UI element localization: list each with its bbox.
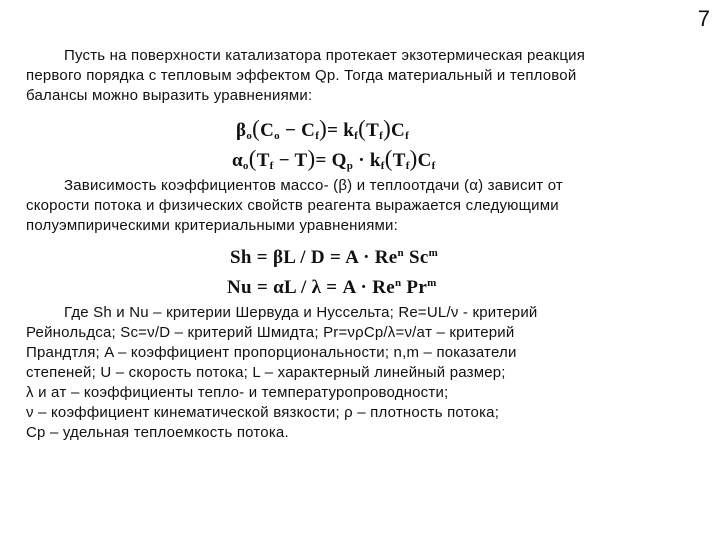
paragraph-criteria	[26, 176, 586, 236]
definitions-line: степеней; U – скорость потока; L – характерный линейный размер;	[26, 364, 506, 381]
equation-nusselt	[227, 277, 437, 299]
equation-material-balance-text: $\beta_o(C_o - C_f)= k_f(T_f)C_f$	[236, 116, 410, 142]
definitions-line: Прандтля; A – коэффициент пропорциональности; n,m – показатели	[26, 344, 517, 361]
page-number: 7	[697, 6, 710, 31]
equation-nusselt-text: $Nu = \alpha L / \lambda = A \cdot Re^n$ Pr$^m$	[227, 277, 437, 298]
paragraph-criteria-text: Зависимость коэффициентов массо- (β) и теплоотдачи (α) зависит от скорости потока и физических свойств реагента выражается следующими полуэмпирическими критериальными уравнениями:	[26, 177, 563, 234]
definitions-line: Cp – удельная теплоемкость потока.	[26, 424, 289, 441]
equation-sherwood-text: $Sh = \beta L / D = A \cdot Re^n$ Sc$^m$	[230, 247, 439, 268]
definitions-line: λ и aт – коэффициенты тепло- и температуропроводности;	[26, 384, 449, 401]
definitions-line: Рейнольдса; Sc=ν/D – критерий Шмидта; Pr=νρCp/λ=ν/aт – критерий	[26, 324, 515, 341]
equation-heat-balance	[232, 146, 436, 172]
equation-material-balance	[236, 116, 409, 142]
equation-heat-balance-text: $\alpha_o(T_f - T)= Q_p \cdot k_f(T_f)C_f$	[232, 146, 436, 172]
definitions-line: ν – коэффициент кинематической вязкости; ρ – плотность потока;	[26, 404, 500, 421]
paragraph-definitions	[26, 303, 586, 443]
definitions-line: Где Sh и Nu – критерии Шервуда и Нуссельта; Re=UL/ν - критерий	[64, 304, 538, 321]
paragraph-intro-text: Пусть на поверхности катализатора протекает экзотермическая реакция первого порядка с тепловым эффектом Qp. Тогда материальный и тепловой балансы можно выразить уравнениями:	[26, 47, 586, 104]
equation-sherwood	[230, 247, 438, 269]
paragraph-intro	[26, 46, 586, 106]
